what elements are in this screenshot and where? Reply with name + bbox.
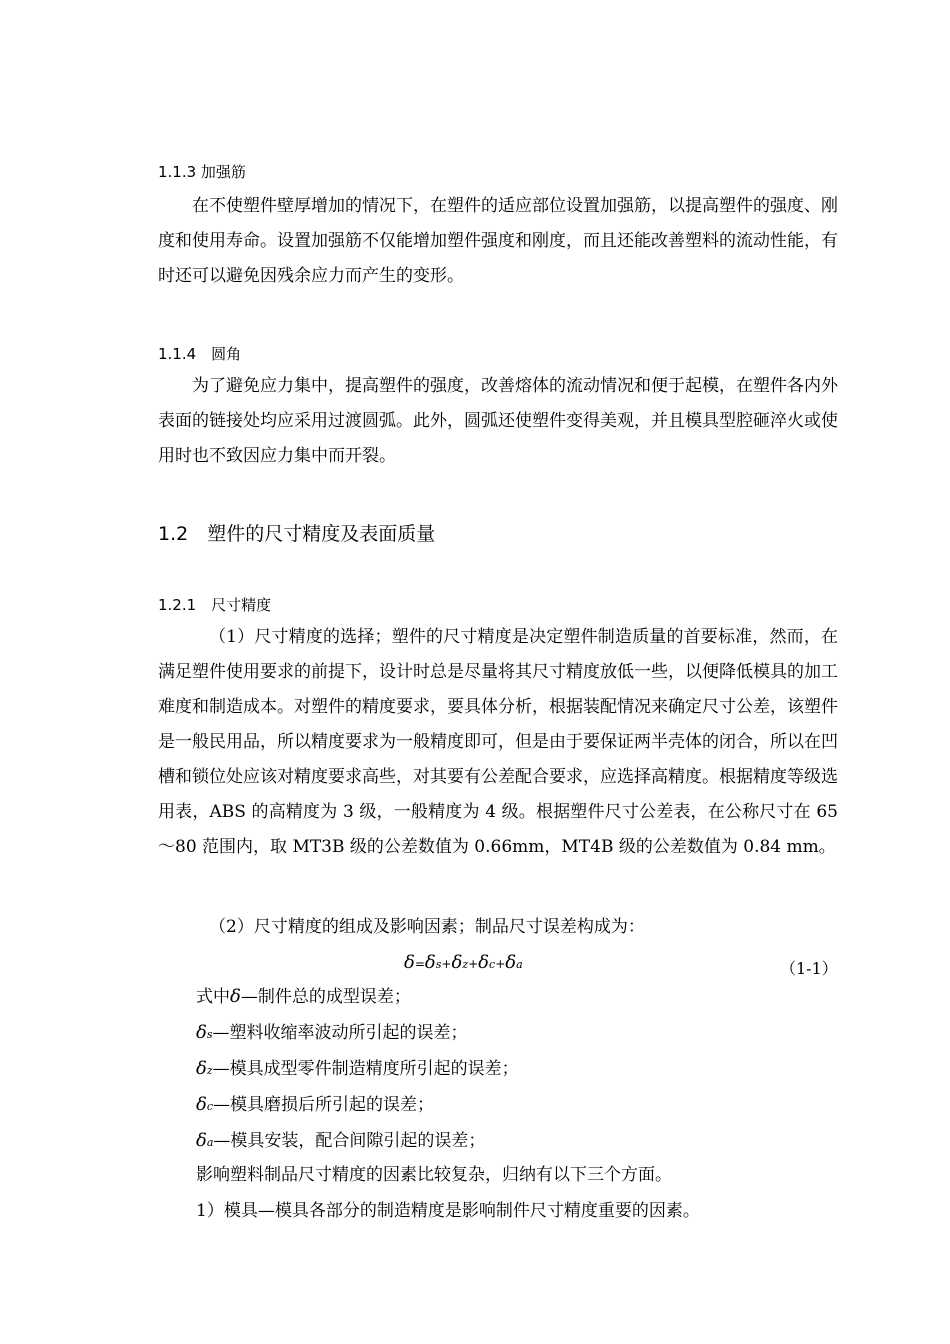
delta-symbol: δ — [505, 952, 517, 973]
definition-z — [196, 1057, 519, 1083]
definition-s — [196, 1021, 468, 1047]
delta-symbol: δ — [404, 952, 415, 973]
definition-intro: 式中 — [196, 987, 230, 1007]
paragraph-precision-factors: （2）尺寸精度的组成及影响因素；制品尺寸误差构成为： — [209, 917, 645, 937]
delta-symbol: δ — [451, 952, 463, 973]
equals-sign: = — [414, 957, 425, 971]
delta-symbol: δ — [424, 952, 436, 973]
delta-symbol: δ — [478, 952, 490, 973]
delta-symbol: δ — [196, 1022, 207, 1043]
summary-line: 影响塑料制品尺寸精度的因素比较复杂，归纳有以下三个方面。 — [196, 1165, 672, 1185]
plus-sign: + — [495, 957, 506, 971]
subscript-c: c — [489, 958, 496, 971]
paragraph-fillets: 为了避免应力集中，提高塑件的强度，改善熔体的流动情况和便于起模，在塑件各内外表面的链接处均应采用过渡圆弧。此外，圆弧还使塑件变得美观，并且模具型腔砸淬火或使用时也不致因应力集中而开裂。 — [158, 376, 838, 466]
subscript-c: c — [206, 1100, 214, 1113]
section-heading-1-2: 1.2 塑件的尺寸精度及表面质量 — [158, 523, 436, 545]
subscript-z: z — [462, 958, 469, 971]
subscript-s: s — [435, 958, 442, 971]
subscript-s: s — [206, 1028, 213, 1041]
section-heading-1-1-3: 1.1.3 加强筋 — [158, 163, 246, 181]
definition-c — [196, 1093, 434, 1119]
paragraph-ribs: 在不使塑件壁厚增加的情况下，在塑件的适应部位设置加强筋，以提高塑件的强度、刚度和使用寿命。设置加强筋不仅能增加塑件强度和刚度，而且还能改善塑料的流动性能，有时还可以避免因残余应力而产生的变形。 — [158, 196, 838, 286]
plus-sign: + — [441, 957, 452, 971]
delta-symbol: δ — [230, 986, 241, 1007]
section-heading-1-2-1: 1.2.1 尺寸精度 — [158, 596, 272, 614]
delta-symbol: δ — [196, 1130, 207, 1151]
delta-symbol: δ — [196, 1094, 207, 1115]
definition-text: —制件总的成型误差； — [240, 987, 411, 1007]
definition-total — [196, 985, 411, 1009]
equation-number: （1-1） — [780, 959, 838, 978]
definition-text: —模具安装，配合间隙引起的误差； — [213, 1131, 486, 1151]
definition-text: —模具磨损后所引起的误差； — [213, 1095, 435, 1115]
definition-a — [196, 1129, 485, 1155]
plus-sign: + — [468, 957, 479, 971]
section-heading-1-1-4: 1.1.4 圆角 — [158, 345, 242, 363]
subscript-z: z — [206, 1064, 213, 1077]
definition-text: —塑料收缩率波动所引起的误差； — [212, 1023, 468, 1043]
definition-text: —模具成型零件制造精度所引起的误差； — [212, 1059, 519, 1079]
paragraph-precision-selection: （1）尺寸精度的选择；塑件的尺寸精度是决定塑件制造质量的首要标准，然而，在满足塑件使用要求的前提下，设计时总是尽量将其尺寸精度放低一些，以便降低模具的加工难度和制造成本。对塑件的精度要求，要具体分析，根据装配情况来确定尺寸公差，该塑件是一般民用品，所以精度要求为一般精度即可，但是由于要保证两半壳体的闭合，所以在凹槽和锁位处应该对精度要求高些，对其要有公差配合要求，应选择高精度。根据精度等级选用表，ABS 的高精度为 3 级，一般精度为 4 级。根据塑件尺寸公差表，在公称尺寸在 65～80 范围内，取 MT3B 级的公差数值为 0.66mm，MT4B 级的公差数值为 0.84 mm。 — [158, 627, 838, 857]
factor-item-1: 1）模具—模具各部分的制造精度是影响制件尺寸精度重要的因素。 — [196, 1201, 700, 1221]
error-formula — [404, 952, 523, 973]
subscript-a: a — [516, 958, 523, 971]
subscript-a: a — [206, 1136, 214, 1149]
delta-symbol: δ — [196, 1058, 207, 1079]
